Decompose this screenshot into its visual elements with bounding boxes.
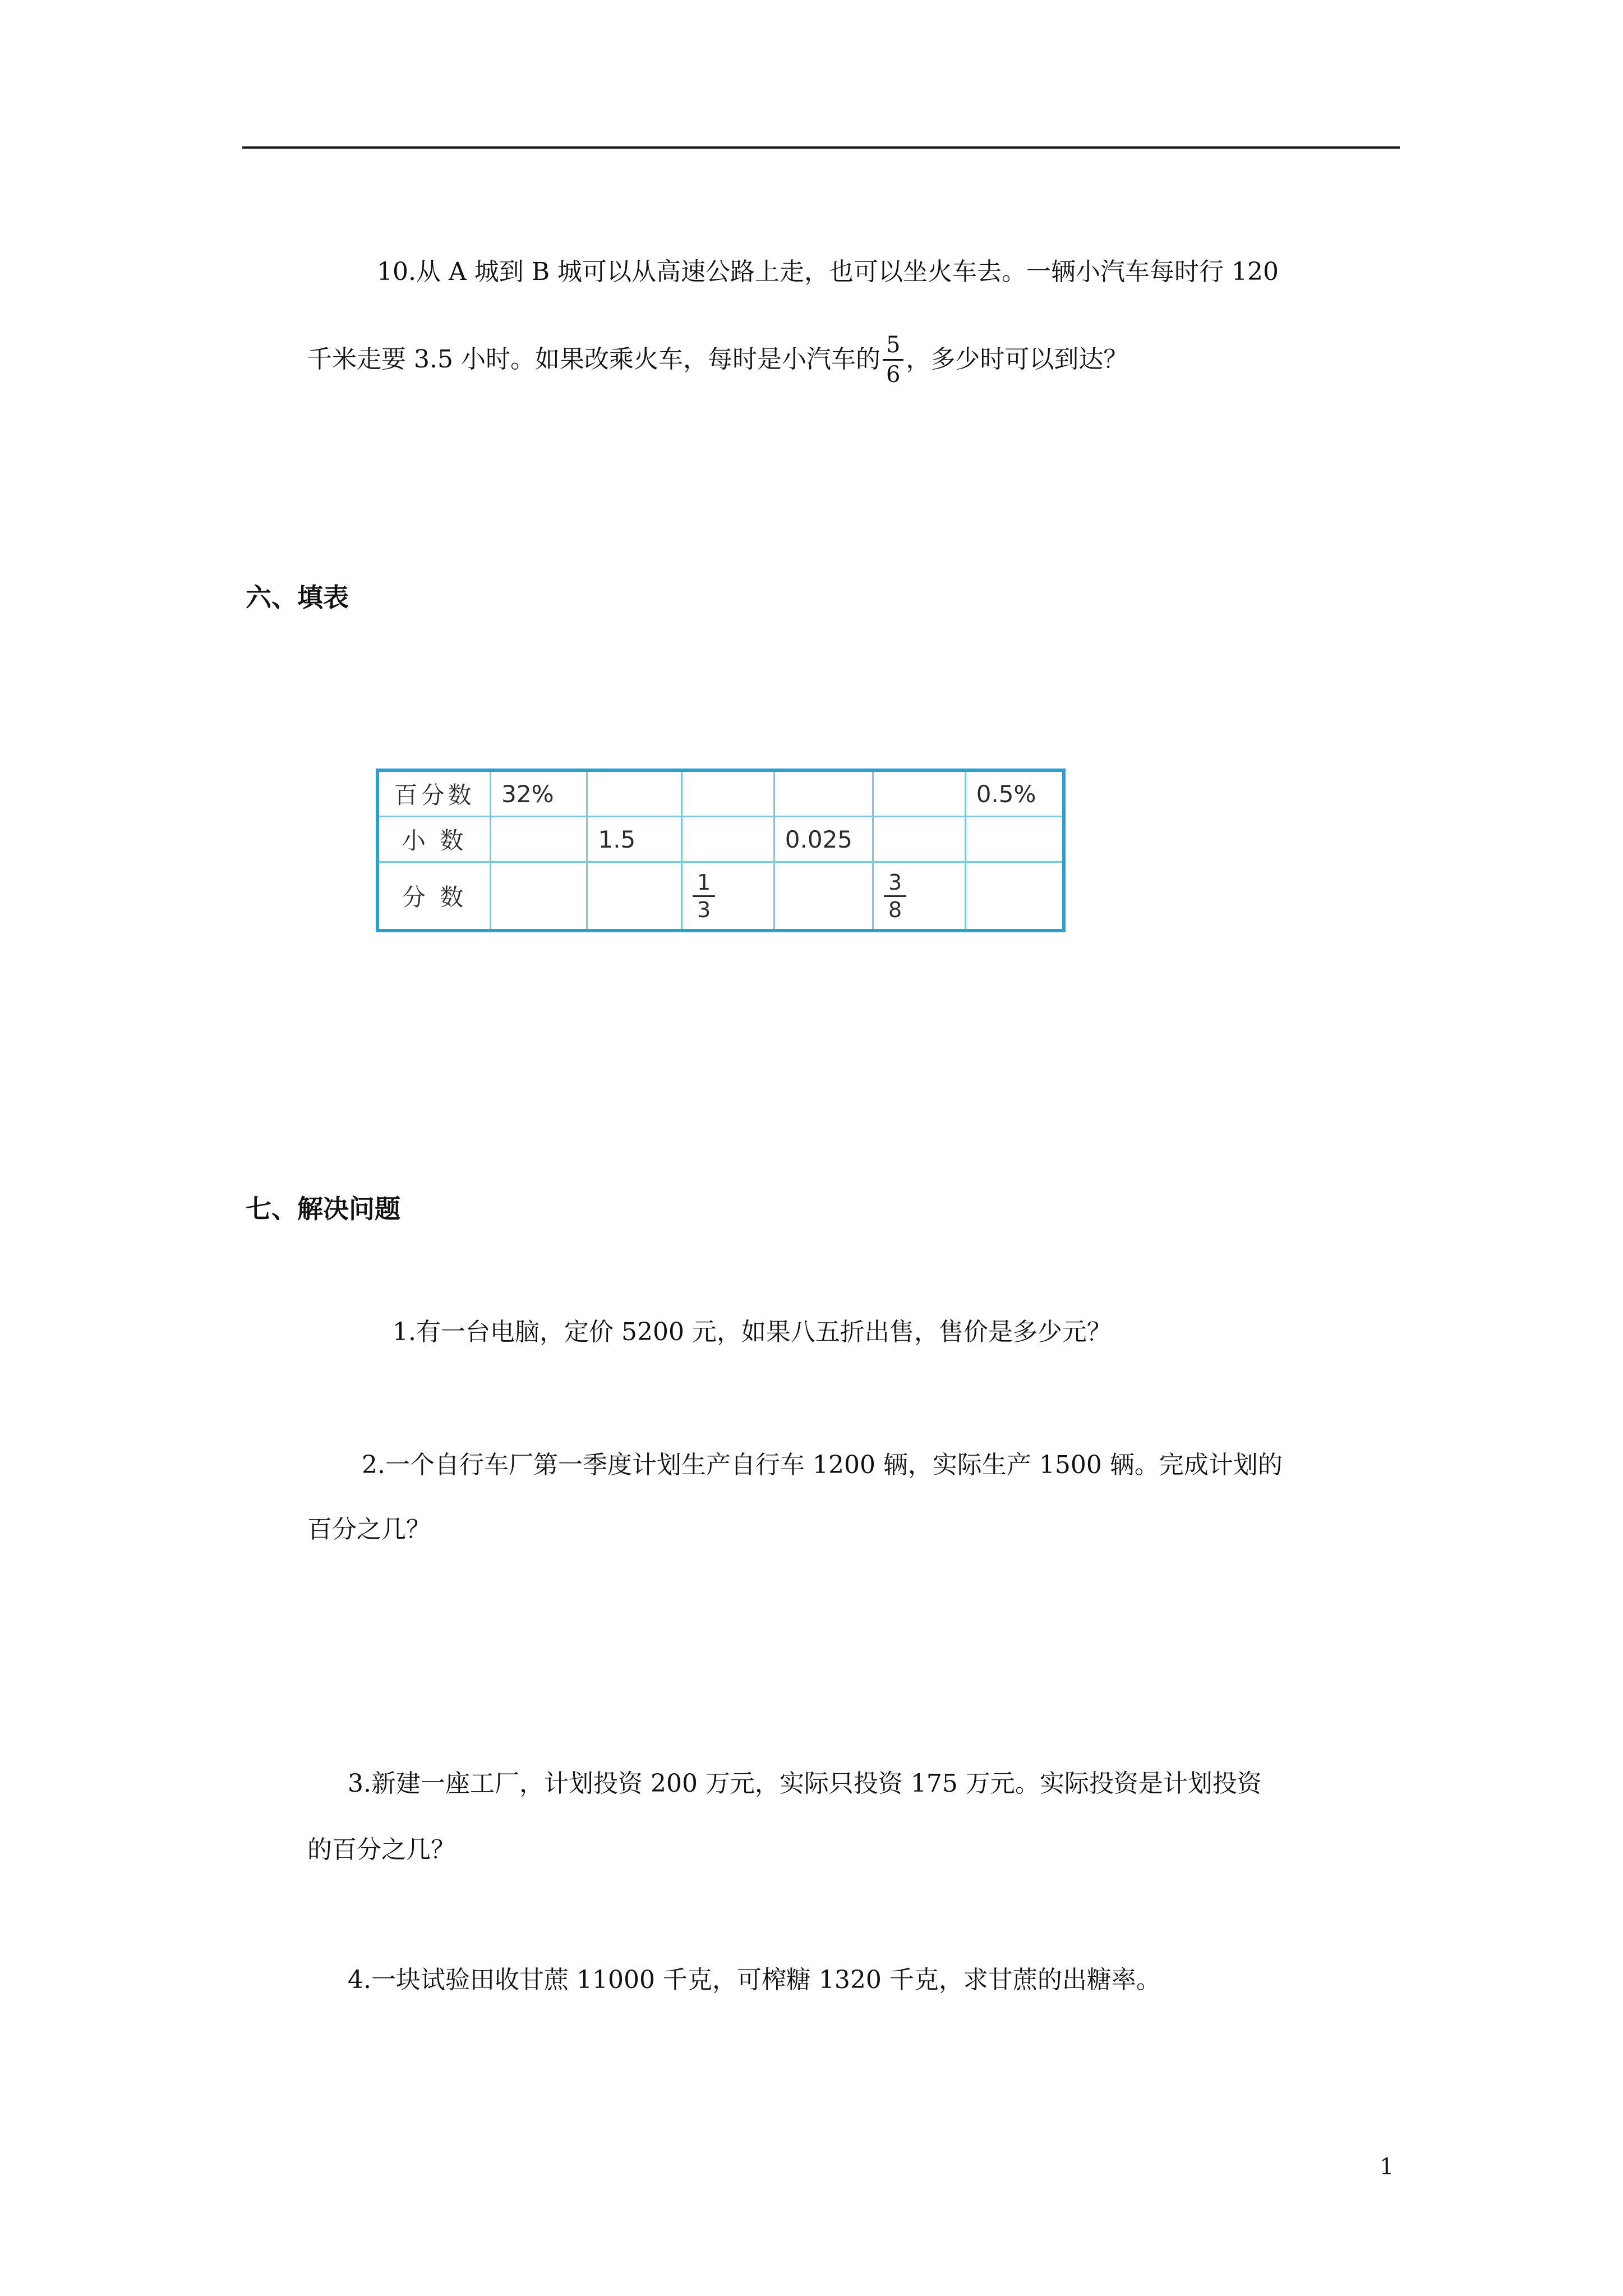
q10-fraction-denominator: 6 xyxy=(886,362,901,388)
table-cell xyxy=(873,817,965,862)
row-header-percent: 百分数 xyxy=(377,770,491,817)
header-rule xyxy=(242,146,1400,149)
q10-fraction-numerator: 5 xyxy=(883,331,903,361)
table-cell xyxy=(873,770,965,817)
table-row-fraction xyxy=(377,862,1064,931)
fraction-denominator: 8 xyxy=(888,897,902,922)
table-row-percent xyxy=(377,770,1064,817)
table-cell xyxy=(682,817,774,862)
table-cell xyxy=(682,770,774,817)
table-cell-fraction xyxy=(873,862,965,931)
problem-3-line1: 3.新建一座工厂，计划投资 200 万元，实际只投资 175 万元。实际投资是计划投资 xyxy=(348,1769,1262,1798)
q10-line1: 10.从 A 城到 B 城可以从高速公路上走，也可以坐火车去。一辆小汽车每时行 120 xyxy=(377,257,1279,286)
fraction-one-third xyxy=(693,869,715,923)
page-number: 1 xyxy=(1380,2154,1394,2180)
row-header-decimal: 小 数 xyxy=(377,817,491,862)
table-cell: 0.025 xyxy=(774,817,873,862)
fraction-three-eighths xyxy=(884,869,906,923)
conversion-table xyxy=(376,769,1066,932)
table-cell xyxy=(587,862,682,931)
row-header-fraction: 分 数 xyxy=(377,862,491,931)
table-cell-fraction xyxy=(682,862,774,931)
q10-line2-before: 千米走要 3.5 小时。如果改乘火车，每时是小汽车的 xyxy=(307,345,880,374)
section7-title: 七、解决问题 xyxy=(246,1194,400,1224)
problem-3-line2: 的百分之几？ xyxy=(307,1835,455,1864)
fraction-numerator: 1 xyxy=(693,869,715,897)
table-cell: 1.5 xyxy=(587,817,682,862)
table-row-decimal xyxy=(377,817,1064,862)
table-cell xyxy=(965,817,1064,862)
problem-2-line1: 2.一个自行车厂第一季度计划生产自行车 1200 辆，实际生产 1500 辆。完成计划的 xyxy=(362,1451,1283,1479)
table-cell: 32% xyxy=(491,770,587,817)
problem-1: 1.有一台电脑，定价 5200 元，如果八五折出售，售价是多少元？ xyxy=(393,1318,1112,1346)
q10-fraction xyxy=(883,331,903,389)
table-cell xyxy=(774,862,873,931)
table-cell xyxy=(965,862,1064,931)
fraction-denominator: 3 xyxy=(697,897,711,922)
q10-line2 xyxy=(307,332,1128,390)
table-cell xyxy=(491,817,587,862)
problem-4: 4.一块试验田收甘蔗 11000 千克，可榨糖 1320 千克，求甘蔗的出糖率。 xyxy=(348,1966,1161,1994)
table-cell xyxy=(774,770,873,817)
fraction-numerator: 3 xyxy=(884,869,906,897)
problem-2-line2: 百分之几？ xyxy=(307,1515,431,1544)
table-cell xyxy=(491,862,587,931)
q10-line2-after: ，多少时可以到达？ xyxy=(906,345,1128,374)
table-cell: 0.5% xyxy=(965,770,1064,817)
table-cell xyxy=(587,770,682,817)
section6-title: 六、填表 xyxy=(246,582,349,613)
